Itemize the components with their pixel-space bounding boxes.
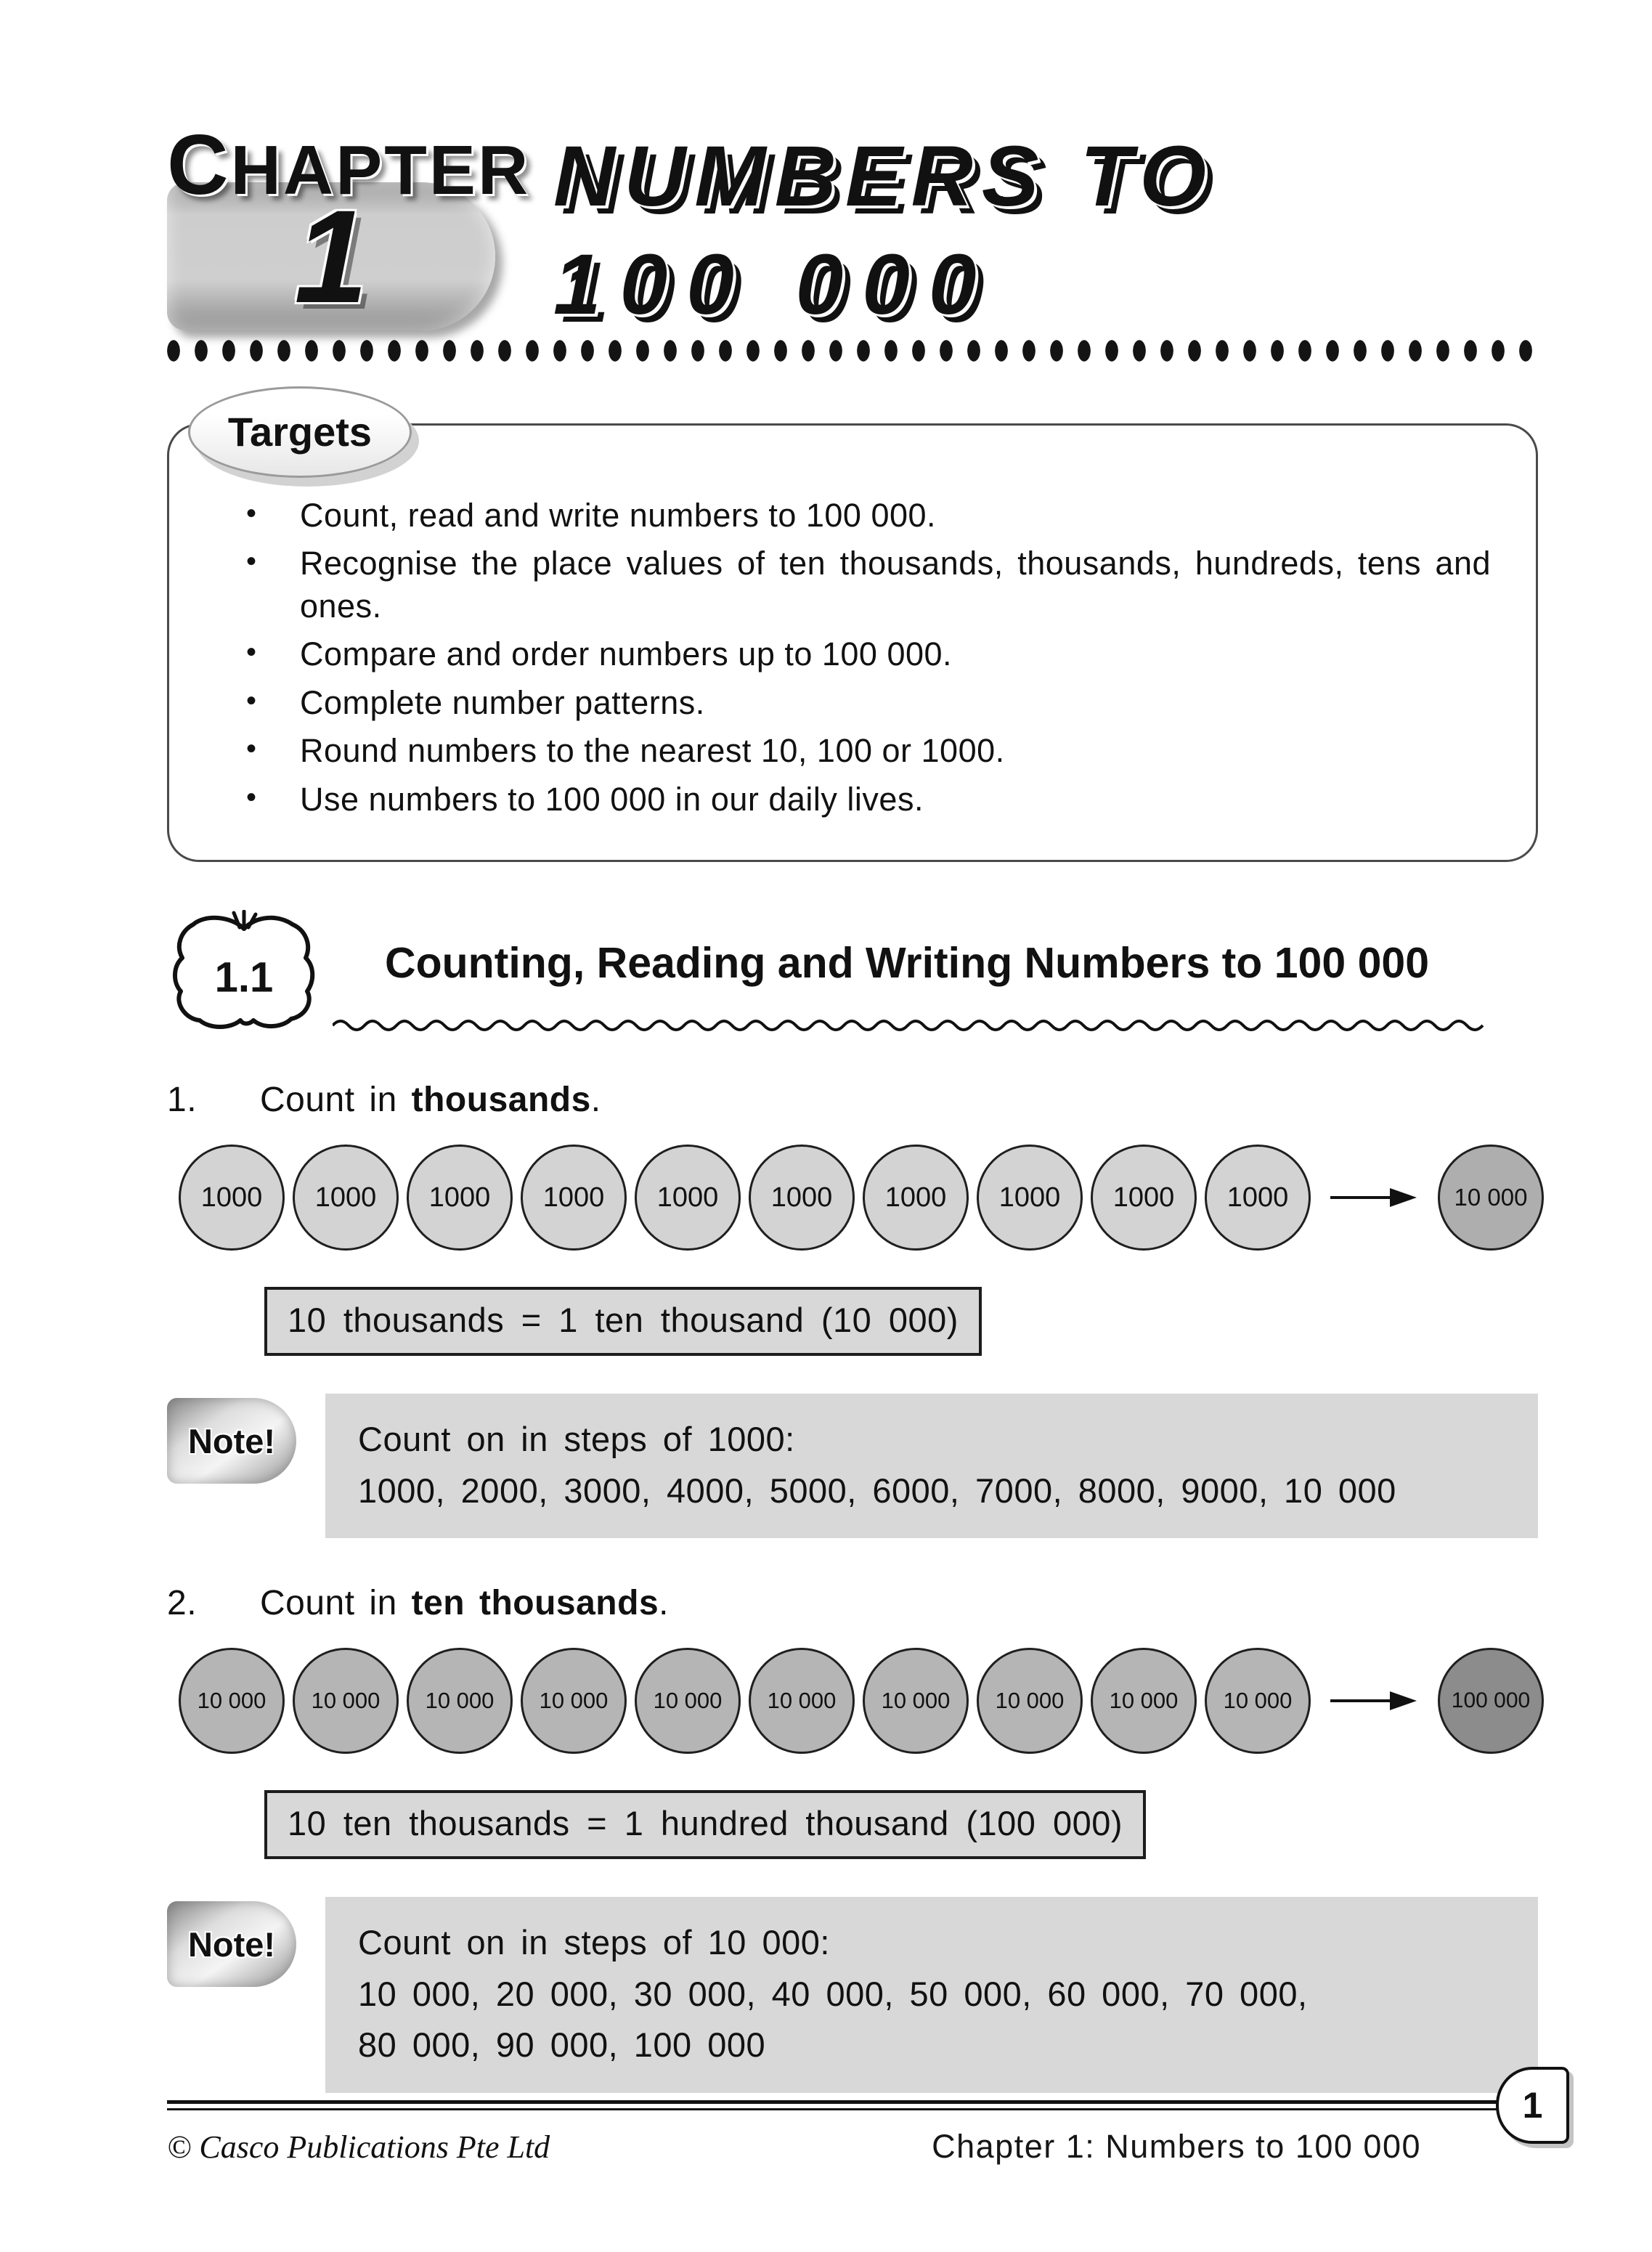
section-number-apple-icon xyxy=(167,910,321,1035)
target-item xyxy=(236,542,1492,627)
thousand-circle: 1000 xyxy=(749,1145,855,1251)
target-item xyxy=(236,779,1492,821)
bullet-icon: • xyxy=(246,636,257,669)
target-item xyxy=(236,633,1492,676)
count-row-thousands xyxy=(179,1145,1538,1251)
note-line: 80 000, 90 000, 100 000 xyxy=(358,2025,766,2065)
thousand-circle: 1000 xyxy=(635,1145,741,1251)
bullet-icon: • xyxy=(246,684,257,717)
page-footer xyxy=(167,2085,1559,2166)
equation-box-ten-thousand: 10 thousands = 1 ten thousand (10 000) xyxy=(264,1287,982,1356)
footer-chapter-reference: Chapter 1: Numbers to 100 000 xyxy=(932,2128,1421,2165)
ten-thousand-circle: 10 000 xyxy=(1091,1648,1197,1754)
thousand-circle: 1000 xyxy=(293,1145,399,1251)
footer-row xyxy=(167,2128,1559,2166)
note-tab xyxy=(167,1398,296,1484)
copyright-text: © Casco Publications Pte Ltd xyxy=(167,2129,550,2165)
target-text: Use numbers to 100 000 in our daily lives. xyxy=(300,780,924,818)
ten-thousand-circle: 10 000 xyxy=(749,1648,855,1754)
thousand-circle: 1000 xyxy=(521,1145,627,1251)
page-number-box xyxy=(1496,2067,1569,2144)
target-text: Round numbers to the nearest 10, 100 or 1000. xyxy=(300,732,1005,770)
chapter-title-line1: NUMBERS TO xyxy=(553,129,1216,224)
ten-thousand-circle: 10 000 xyxy=(407,1648,513,1754)
target-text: Recognise the place values of ten thousands, thousands, hundreds, tens and ones. xyxy=(300,545,1491,625)
note-tab xyxy=(167,1901,296,1987)
section-title: Counting, Reading and Writing Numbers to 100 000 xyxy=(385,939,1430,988)
target-item xyxy=(236,682,1492,725)
note-line: 10 000, 20 000, 30 000, 40 000, 50 000, 60 000, 70 000, xyxy=(358,1974,1308,2013)
hundred-thousand-result-circle: 100 000 xyxy=(1438,1648,1544,1754)
note-line: Count on in steps of 1000: xyxy=(358,1420,795,1459)
note-label: Note! xyxy=(187,1924,276,1964)
item-number: 1. xyxy=(167,1081,198,1120)
thousand-circle: 1000 xyxy=(1091,1145,1197,1251)
dotted-separator xyxy=(167,339,1538,362)
thousand-circle: 1000 xyxy=(407,1145,513,1251)
bullet-icon: • xyxy=(246,781,257,813)
note-body xyxy=(325,1897,1538,2093)
ten-thousand-circle: 10 000 xyxy=(179,1648,285,1754)
chapter-title xyxy=(553,122,1215,332)
right-arrow-icon xyxy=(1329,1183,1417,1212)
chapter-badge xyxy=(167,117,531,331)
note-2 xyxy=(167,1897,1538,2093)
wavy-underline xyxy=(333,1015,1496,1036)
item-text: Count in thousands. xyxy=(260,1081,601,1120)
thousand-circle: 1000 xyxy=(977,1145,1083,1251)
ten-thousand-circle: 10 000 xyxy=(1205,1648,1311,1754)
target-item xyxy=(236,730,1492,773)
page-number: 1 xyxy=(1522,2085,1543,2126)
ten-thousand-circle: 10 000 xyxy=(293,1648,399,1754)
item-number: 2. xyxy=(167,1584,198,1623)
ten-thousand-circle: 10 000 xyxy=(863,1648,969,1754)
note-line: 1000, 2000, 3000, 4000, 5000, 6000, 7000, 8000, 9000, 10 000 xyxy=(358,1471,1396,1510)
bullet-icon: • xyxy=(246,545,257,578)
note-body xyxy=(325,1394,1538,1538)
bullet-icon: • xyxy=(246,497,257,529)
ten-thousand-circle: 10 000 xyxy=(635,1648,741,1754)
ten-thousand-circle: 10 000 xyxy=(977,1648,1083,1754)
bullet-icon: • xyxy=(246,733,257,765)
right-arrow-icon xyxy=(1329,1686,1417,1715)
count-row-ten-thousands xyxy=(179,1648,1538,1754)
item-text: Count in ten thousands. xyxy=(260,1584,669,1623)
chapter-title-line2: 100 000 xyxy=(553,237,996,333)
target-item xyxy=(236,495,1492,537)
chapter-word: CHAPTER xyxy=(167,117,531,212)
target-text: Count, read and write numbers to 100 000. xyxy=(300,496,937,534)
thousand-circle: 1000 xyxy=(863,1145,969,1251)
section-header xyxy=(167,910,1538,1035)
targets-box xyxy=(167,409,1538,863)
ten-thousand-circle: 10 000 xyxy=(521,1648,627,1754)
note-line: Count on in steps of 10 000: xyxy=(358,1923,830,1962)
note-label: Note! xyxy=(187,1421,276,1460)
target-text: Complete number patterns. xyxy=(300,683,705,721)
thousand-circle: 1000 xyxy=(1205,1145,1311,1251)
ten-thousand-result-circle: 10 000 xyxy=(1438,1145,1544,1251)
equation-box-hundred-thousand: 10 ten thousands = 1 hundred thousand (100 000) xyxy=(264,1790,1146,1859)
footer-rule xyxy=(167,2100,1552,2110)
section-number: 1.1 xyxy=(214,954,274,1001)
targets-heading-label: Targets xyxy=(227,409,373,455)
chapter-number: 1 xyxy=(294,182,368,331)
thousand-circle: 1000 xyxy=(179,1145,285,1251)
target-text: Compare and order numbers up to 100 000. xyxy=(300,635,953,673)
targets-heading xyxy=(188,386,412,478)
targets-list xyxy=(236,495,1492,821)
item-2-heading xyxy=(167,1583,1538,1623)
chapter-header xyxy=(167,117,1538,333)
item-1-heading xyxy=(167,1080,1538,1120)
note-1 xyxy=(167,1394,1538,1538)
